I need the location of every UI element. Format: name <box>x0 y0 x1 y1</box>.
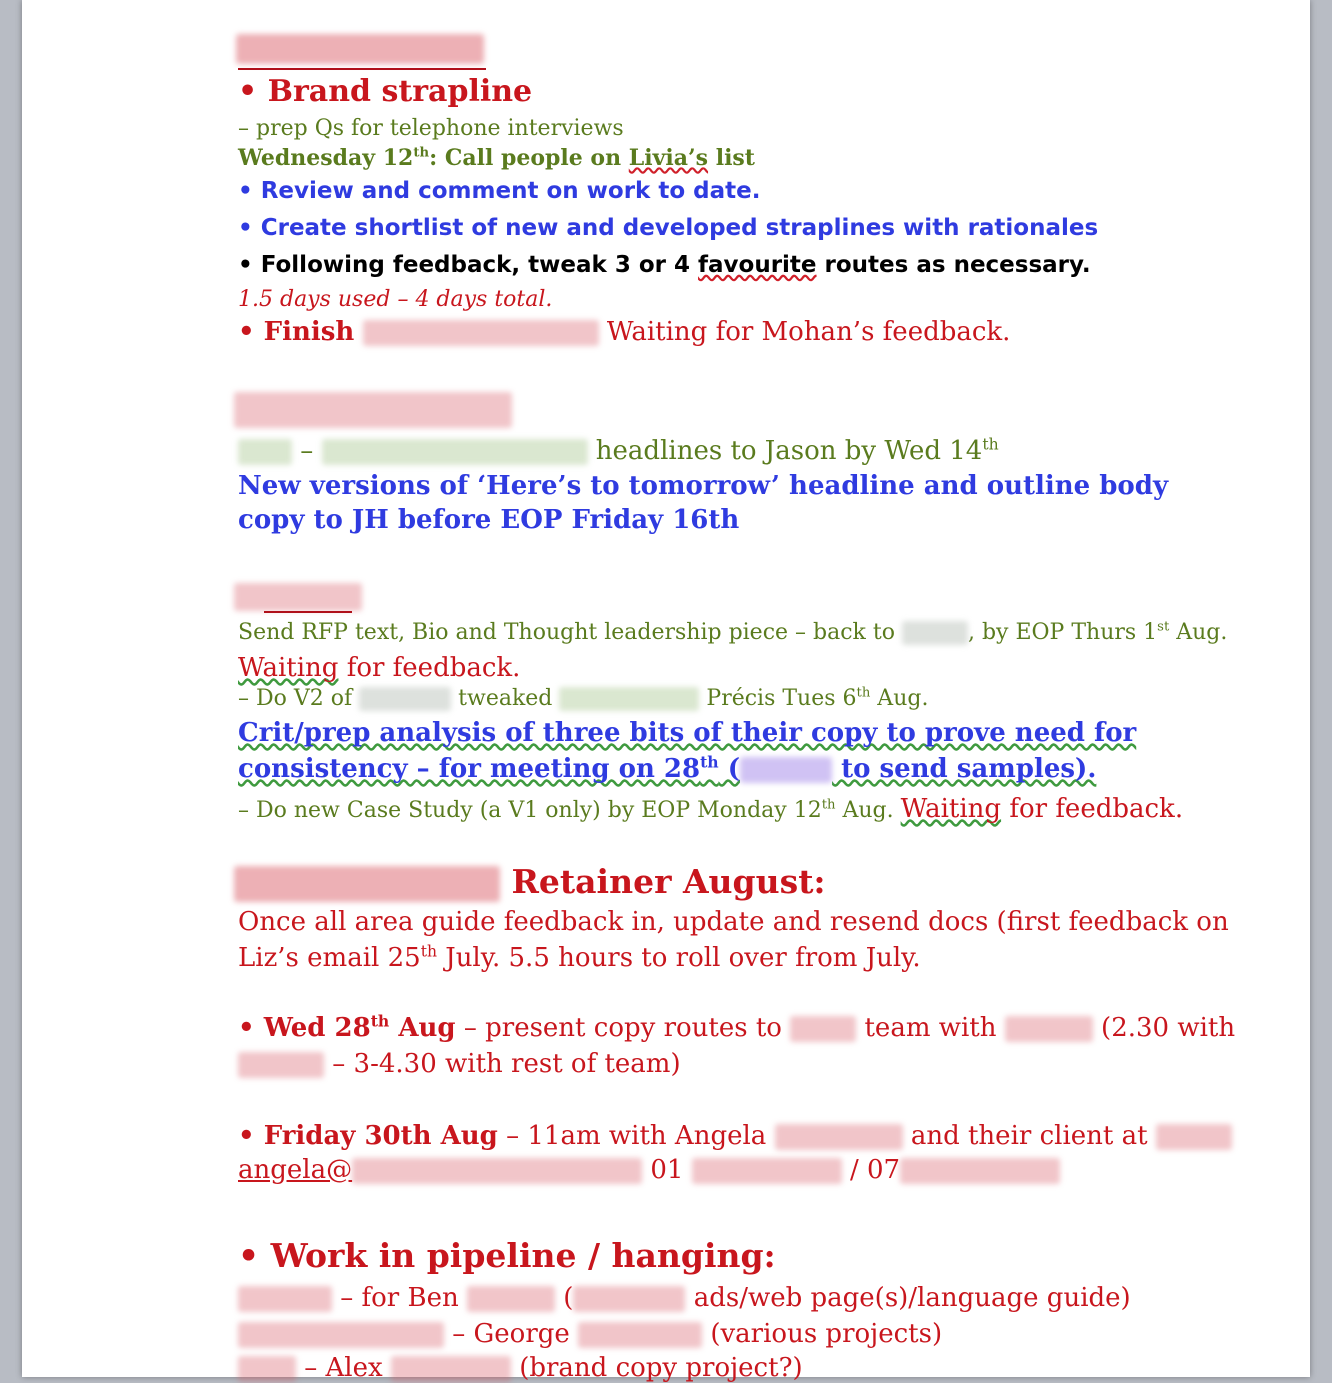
section3-line-crit: Crit/prep analysis of three bits of their copy to prove need for <box>238 718 1137 748</box>
redacted-text <box>740 757 832 783</box>
pipeline-line-ben: – for Ben ( ads/web page(s)/language guide) <box>238 1283 1131 1313</box>
redacted-text <box>238 1052 324 1078</box>
heading-underline <box>238 68 486 70</box>
retainer-line-wed: • Wed 28th Aug – present copy routes to team with (2.30 with <box>238 1011 1236 1043</box>
section3-line-rfp: Send RFP text, Bio and Thought leadership piece – back to , by EOP Thurs 1st Aug. <box>238 619 1228 645</box>
redacted-text <box>578 1322 702 1348</box>
section2-line-copy: copy to JH before EOP Friday 16th <box>238 505 740 535</box>
redacted-heading <box>234 392 512 428</box>
redacted-heading <box>236 34 484 64</box>
brand-line-days: 1.5 days used – 4 days total. <box>238 287 553 312</box>
redacted-text <box>790 1016 856 1042</box>
pipeline-line-alex: – Alex (brand copy project?) <box>238 1353 803 1383</box>
brand-line-feedback: • Following feedback, tweak 3 or 4 favourite routes as necessary. <box>238 252 1091 278</box>
heading-underline <box>264 611 352 613</box>
section3-line-v2: – Do V2 of tweaked Précis Tues 6th Aug. <box>238 685 929 711</box>
redacted-text <box>363 320 599 346</box>
redacted-text <box>902 621 968 645</box>
redacted-text <box>775 1124 903 1150</box>
brand-line-review: • Review and comment on work to date. <box>238 178 761 204</box>
redacted-phone <box>692 1158 842 1184</box>
brand-line-prep: – prep Qs for telephone interviews <box>238 116 624 141</box>
redacted-text <box>322 439 588 465</box>
redacted-text <box>238 1322 444 1348</box>
brand-line-shortlist: • Create shortlist of new and developed straplines with rationales <box>238 215 1099 241</box>
pipeline-heading: • Work in pipeline / hanging: <box>238 1236 776 1275</box>
retainer-line-contact: angela@ 01 / 07 <box>238 1155 1060 1185</box>
retainer-line-liz: Liz’s email 25th July. 5.5 hours to roll over from July. <box>238 942 921 973</box>
brand-line-wednesday: Wednesday 12th: Call people on Livia’s list <box>238 145 755 171</box>
section2-line-headlines: – headlines to Jason by Wed 14th <box>238 436 999 466</box>
brand-line-finish: • Finish Waiting for Mohan’s feedback. <box>238 317 1011 347</box>
section3-line-waiting: Waiting for feedback. <box>238 653 521 683</box>
section3-line-casestudy: – Do new Case Study (a V1 only) by EOP Monday 12th Aug. Waiting for feedback. <box>238 794 1184 824</box>
redacted-text <box>467 1286 555 1312</box>
redacted-heading <box>234 583 362 611</box>
redacted-text <box>573 1286 685 1312</box>
redacted-text <box>1005 1016 1093 1042</box>
document-page <box>22 0 1310 1383</box>
redacted-text <box>238 1286 332 1312</box>
redacted-text <box>238 1356 296 1382</box>
section2-line-versions: New versions of ‘Here’s to tomorrow’ headline and outline body <box>238 471 1169 501</box>
redacted-text <box>359 687 451 711</box>
retainer-line-area: Once all area guide feedback in, update and resend docs (first feedback on <box>238 907 1229 937</box>
redacted-text <box>391 1356 511 1382</box>
redacted-phone <box>900 1158 1060 1184</box>
redacted-text <box>559 687 699 711</box>
redacted-text <box>1156 1124 1232 1150</box>
retainer-line-friday: • Friday 30th Aug – 11am with Angela and their client at <box>238 1121 1232 1151</box>
section3-line-consistency: consistency – for meeting on 28th ( to send samples). <box>238 752 1097 784</box>
redacted-text <box>238 439 292 465</box>
retainer-line-team: – 3-4.30 with rest of team) <box>238 1049 681 1079</box>
redacted-heading <box>234 866 500 902</box>
retainer-heading: Retainer August: <box>238 862 826 902</box>
pipeline-line-george: – George (various projects) <box>238 1319 942 1349</box>
redacted-email <box>352 1158 642 1184</box>
brand-strapline-heading: • Brand strapline <box>238 74 533 109</box>
